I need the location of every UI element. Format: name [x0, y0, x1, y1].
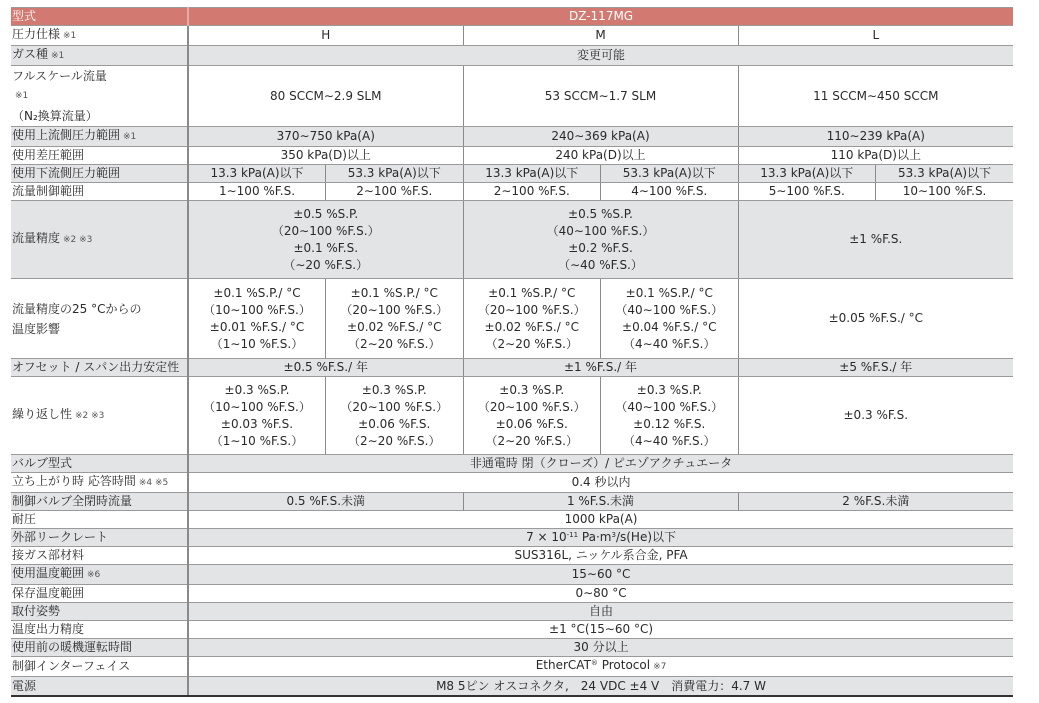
row-warmup	[11, 639, 1013, 657]
cell-L: L	[738, 26, 1013, 46]
footnote-mark: ※2 ※3	[75, 411, 105, 421]
row-wetted-material	[11, 547, 1013, 565]
row-label: 流量制御範囲	[11, 183, 188, 201]
row-upstream-pressure	[11, 127, 1013, 147]
row-label: 使用下流側圧力範囲	[11, 165, 188, 183]
row-label: 接ガス部材料	[11, 547, 188, 565]
cell-H1: 1∼100 %F.S.	[188, 183, 326, 201]
cell-all: ±1 °C(15∼60 °C)	[188, 621, 1013, 639]
row-operating-temp	[11, 565, 1013, 585]
footnote-mark: ※7	[653, 662, 667, 672]
cell-M: ±0.5 %S.P. （40∼100 %F.S.） ±0.2 %F.S. （∼40 %F.S.）	[463, 201, 738, 279]
cell-all: 15∼60 °C	[188, 565, 1013, 585]
cell-all: 1000 kPa(A)	[188, 511, 1013, 529]
cell-L: ±0.05 %F.S./ °C	[738, 279, 1013, 359]
cell-L: ±0.3 %F.S.	[738, 377, 1013, 455]
row-repeatability	[11, 377, 1013, 455]
row-label: オフセット / スパン出力安定性	[11, 359, 188, 377]
cell-L: 2 %F.S.未満	[738, 493, 1013, 511]
cell-M2: 4∼100 %F.S.	[601, 183, 739, 201]
cell-all: 非通電時 閉（クローズ）/ ピエゾアクチュエータ	[188, 455, 1013, 473]
row-label: 使用前の暖機運転時間	[11, 639, 188, 657]
cell-M1: ±0.3 %S.P. （20∼100 %F.S.） ±0.06 %F.S. （2∼20 %F.S.）	[463, 377, 601, 455]
cell-H1: 13.3 kPa(A)以下	[188, 165, 326, 183]
footnote-mark: ※4 ※5	[138, 478, 169, 488]
cell-H: H	[188, 26, 463, 46]
row-downstream-pressure	[11, 165, 1013, 183]
cell-H: 0.5 %F.S.未満	[188, 493, 463, 511]
cell-L1: 5∼100 %F.S.	[738, 183, 876, 201]
row-proof-pressure	[11, 511, 1013, 529]
cell-M: 53 SCCM∼1.7 SLM	[463, 66, 738, 127]
cell-M2: ±0.3 %S.P. （40∼100 %F.S.） ±0.12 %F.S. （4∼40 %F.S.）	[601, 377, 739, 455]
row-flow-control-range	[11, 183, 1013, 201]
row-temp-output	[11, 621, 1013, 639]
row-gas-type	[11, 46, 1013, 66]
cell-L: ±1 %F.S.	[738, 201, 1013, 279]
cell-H: ±0.5 %F.S./ 年	[188, 359, 463, 377]
row-label: 取付姿勢	[11, 603, 188, 621]
row-label: 制御インターフェイス	[11, 657, 188, 677]
row-full-scale	[11, 66, 1013, 127]
cell-H1: ±0.1 %S.P./ °C （10∼100 %F.S.） ±0.01 %F.S./ °C （1∼10 %F.S.）	[188, 279, 326, 359]
cell-all: 自由	[188, 603, 1013, 621]
cell-M1: 2∼100 %F.S.	[463, 183, 601, 201]
row-label: 使用上流側圧力範囲 ※1	[11, 127, 188, 147]
row-label: フルスケール流量 ※1 （N₂換算流量）	[11, 66, 188, 127]
row-label: 使用温度範囲 ※6	[11, 565, 188, 585]
cell-H1: ±0.3 %S.P. （10∼100 %F.S.） ±0.03 %F.S. （1∼10 %F.S.）	[188, 377, 326, 455]
row-label: 流量精度 ※2 ※3	[11, 201, 188, 279]
footnote-mark: ※1	[63, 31, 77, 41]
row-external-leak	[11, 529, 1013, 547]
cell-all: 0∼80 °C	[188, 585, 1013, 603]
row-label: 圧力仕様 ※1	[11, 26, 188, 46]
row-interface	[11, 657, 1013, 677]
row-pressure-spec	[11, 26, 1013, 46]
row-label: ガス種 ※1	[11, 46, 188, 66]
cell-M1: 13.3 kPa(A)以下	[463, 165, 601, 183]
cell-M1: ±0.1 %S.P./ °C （20∼100 %F.S.） ±0.02 %F.S./ °C （2∼20 %F.S.）	[463, 279, 601, 359]
row-label: 耐圧	[11, 511, 188, 529]
cell-H: 80 SCCM∼2.9 SLM	[188, 66, 463, 127]
row-label: バルブ型式	[11, 455, 188, 473]
cell-L2: 53.3 kPa(A)以下	[876, 165, 1014, 183]
row-label: 使用差圧範囲	[11, 147, 188, 165]
registered-mark: ®	[590, 659, 598, 667]
cell-H2: 53.3 kPa(A)以下	[326, 165, 464, 183]
cell-H2: ±0.1 %S.P./ °C （20∼100 %F.S.） ±0.02 %F.S./ °C （2∼20 %F.S.）	[326, 279, 464, 359]
row-offset-span	[11, 359, 1013, 377]
cell-L1: 13.3 kPa(A)以下	[738, 165, 876, 183]
row-label: 流量精度の25 °Cからの 温度影響	[11, 279, 188, 359]
row-response-time	[11, 473, 1013, 493]
row-storage-temp	[11, 585, 1013, 603]
row-label: 外部リークレート	[11, 529, 188, 547]
row-valve-type	[11, 455, 1013, 473]
cell-all: 0.4 秒以内	[188, 473, 1013, 493]
header-label: 型式	[11, 8, 188, 26]
row-label: 繰り返し性 ※2 ※3	[11, 377, 188, 455]
cell-all: M8 5ピン オスコネクタ, 24 VDC ±4 V 消費電力：4.7 W	[188, 677, 1013, 697]
row-diff-pressure	[11, 147, 1013, 165]
cell-L: 110 kPa(D)以上	[738, 147, 1013, 165]
cell-H: 370∼750 kPa(A)	[188, 127, 463, 147]
row-temp-effect	[11, 279, 1013, 359]
cell-H: ±0.5 %S.P. （20∼100 %F.S.） ±0.1 %F.S. （∼20 %F.S.）	[188, 201, 463, 279]
cell-all: 30 分以上	[188, 639, 1013, 657]
cell-L: 110∼239 kPa(A)	[738, 127, 1013, 147]
cell-M: 240 kPa(D)以上	[463, 147, 738, 165]
cell-M: 1 %F.S.未満	[463, 493, 738, 511]
cell-M: ±1 %F.S./ 年	[463, 359, 738, 377]
cell-L2: 10∼100 %F.S.	[876, 183, 1014, 201]
row-flow-accuracy	[11, 201, 1013, 279]
cell-M2: ±0.1 %S.P./ °C （40∼100 %F.S.） ±0.04 %F.S./ °C （4∼40 %F.S.）	[601, 279, 739, 359]
cell-M: 240∼369 kPa(A)	[463, 127, 738, 147]
footnote-mark: ※1	[15, 91, 29, 101]
footnote-mark: ※1	[51, 51, 65, 61]
row-mounting	[11, 603, 1013, 621]
cell-H2: 2∼100 %F.S.	[326, 183, 464, 201]
cell-M2: 53.3 kPa(A)以下	[601, 165, 739, 183]
footnote-mark: ※2 ※3	[63, 235, 93, 245]
cell-H: 350 kPa(D)以上	[188, 147, 463, 165]
row-label: 立ち上がり時 応答時間 ※4 ※5	[11, 473, 188, 493]
cell-all: 変更可能	[188, 46, 1013, 66]
row-label: 保存温度範囲	[11, 585, 188, 603]
cell-all: EtherCAT® Protocol ※7	[188, 657, 1013, 677]
footnote-mark: ※1	[123, 132, 137, 142]
row-power	[11, 677, 1013, 697]
row-label: 電源	[11, 677, 188, 697]
cell-M: M	[463, 26, 738, 46]
header-row	[11, 8, 1013, 26]
row-closed-flow	[11, 493, 1013, 511]
cell-L: 11 SCCM∼450 SCCM	[738, 66, 1013, 127]
model-name: DZ-117MG	[188, 8, 1013, 26]
cell-all: $7 \times 10^{-11}$ $Pa\cdot m^3/s(He)$以下	[188, 529, 1013, 547]
row-label: 温度出力精度	[11, 621, 188, 639]
row-label: 制御バルブ全閉時流量	[11, 493, 188, 511]
cell-all: SUS316L, ニッケル系合金, PFA	[188, 547, 1013, 565]
cell-H2: ±0.3 %S.P. （20∼100 %F.S.） ±0.06 %F.S. （2∼20 %F.S.）	[326, 377, 464, 455]
spec-table	[11, 7, 1013, 697]
cell-L: ±5 %F.S./ 年	[738, 359, 1013, 377]
footnote-mark: ※6	[87, 570, 101, 580]
